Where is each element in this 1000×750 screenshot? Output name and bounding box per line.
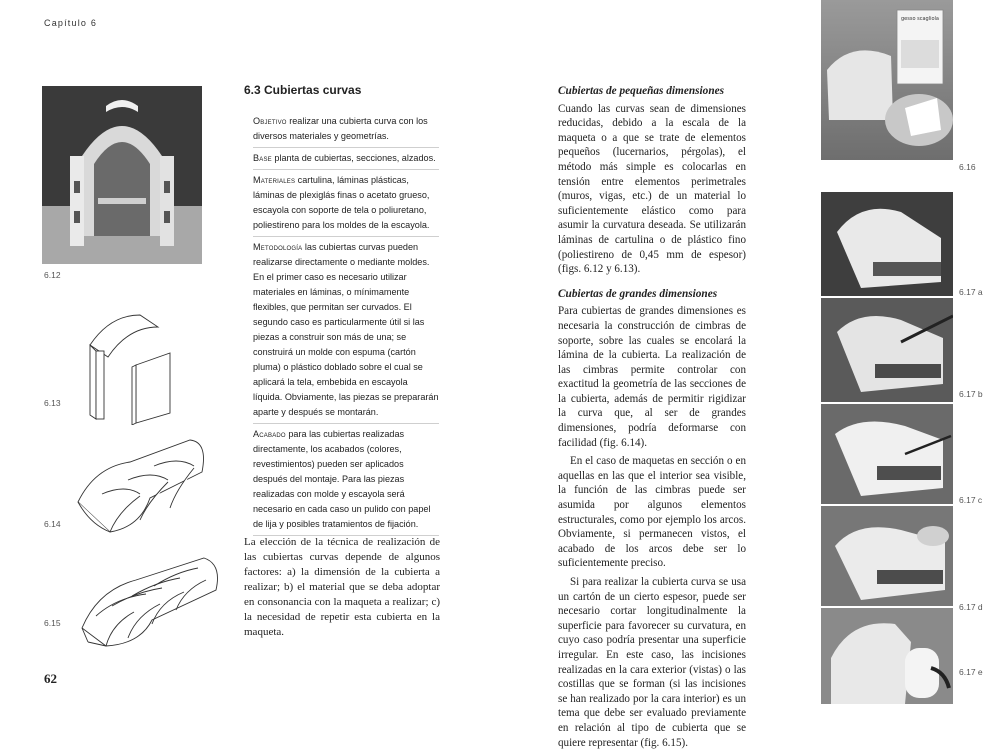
figure-6-17d-photo [821, 506, 953, 606]
figure-6-17e-photo [821, 608, 953, 704]
figure-label-6-17b: 6.17 b [959, 389, 983, 399]
chapter-header: Capítulo 6 [44, 18, 98, 28]
spec-text: las cubiertas curvas pueden realizarse directamente o mediante moldes. En el primer caso es necesario utilizar materiales en láminas, o mínimamente flexibles, que permitan ser curvados. El segundo caso es particularmente útil si las piezas a construir son más de una; se construirá un molde con espuma (cartón pluma) o plástico doblado sobre el cual se aplicará la tela, embebida en escayola líquida. Obviamente, las piezas se prepararán aparte y después se montarán. [253, 242, 439, 417]
spec-key: Base [253, 153, 272, 163]
figure-label-6-17a: 6.17 a [959, 287, 983, 297]
spec-text: para las cubiertas realizadas directamente, los acabados (colores, revestimientos) pueden ser aplicados después del montaje. Para las piezas realizadas con molde y escayola será necesario en cada caso un pulido con papel de lija y posibles tratamientos de fijación. [253, 429, 431, 529]
curved-roof-step-c [821, 404, 953, 504]
curved-roof-step-b [821, 298, 953, 402]
vaulted-model-illustration [42, 86, 202, 264]
paragraph: Si para realizar la cubierta curva se usa un cartón de un cierto espesor, puede ser necesario cortar longitudinalmente la superficie para favorecer su curvatura, en cuyo caso podría presentar una superficie irregular. En este caso, las incisiones realizadas en la cara exterior (vistas) o las costillas que se forman (si las incisiones se han realizado por la cara interior) es un tema que debe ser evaluado previamente en relación al tipo de cubierta que se quiere representar (fig. 6.15). [558, 576, 746, 749]
spec-key: Materiales [253, 175, 296, 185]
figure-label-6-15: 6.15 [44, 618, 61, 628]
paragraph: Para cubiertas de grandes dimensiones es necesaria la construcción de cimbras de soporte, sobre las cuales se encolará la lámina de la cubierta. La realización de las cimbras permite controlar con exactitud la geometría de las secciones de la cubierta, además de permitir rigidizar la curva que, al ser de grandes dimensiones, podría deformarse con facilidad (fig. 6.14). [558, 305, 746, 449]
figure-6-14-drawing [70, 432, 210, 542]
figure-6-17b-photo [821, 298, 953, 402]
right-text-column [558, 84, 746, 750]
paragraph: Cuando las curvas sean de dimensiones reducidas, debido a la escala de la maqueta o a que se trate de elementos pequeños (lucernarios, pérgolas), el método más simple es colocarlas en tensión entre elementos perimetrales (muros, vigas, etc.) de un material lo suficientemente elástico como para asumir la curvatura deseada. Se utilizarán láminas de cartulina o de plástico fino (poliestireno de 0,45 mm de espesor) (figs. 6.12 y 6.13). [558, 102, 746, 276]
box-brand-text: gesso scagliola [901, 16, 939, 22]
spec-objetivo [253, 114, 439, 148]
spec-acabado [253, 427, 439, 536]
subheading-small-roofs: Cubiertas de pequeñas dimensiones [558, 85, 725, 97]
figure-label-6-12: 6.12 [44, 270, 61, 280]
spec-base [253, 151, 439, 170]
section-spec-list [253, 114, 439, 539]
figure-6-17a-photo [821, 192, 953, 296]
curved-roof-step-a [821, 192, 953, 296]
section-intro: La elección de la técnica de realización de las cubiertas curvas depende de algunos factores: a) la dimensión de la cubierta a realizar; b) el material que se deba adoptar en consonancia con la maqueta a realizar; c) la necesidad de repetir esta cubierta en la maqueta. [244, 536, 440, 638]
figure-label-6-14: 6.14 [44, 519, 61, 529]
spec-text: realizar una cubierta curva con los diversos materiales y geometrías. [253, 116, 428, 141]
figure-label-6-17d: 6.17 d [959, 602, 983, 612]
plaster-box-illustration [821, 0, 953, 160]
paragraph: En el caso de maquetas en sección o en aquellas en las que el interior sea visible, la función de las cimbras puede ser asumida por algunos elementos estructurales, como por ejemplo los arcos. Obviamente, si permanecen vistos, el acabado de los arcos debe ser lo suficientemente preciso. [558, 455, 746, 570]
figure-6-15-drawing [76, 550, 226, 650]
figure-label-6-16: 6.16 [959, 162, 976, 172]
figure-label-6-17c: 6.17 c [959, 495, 983, 505]
spec-key: Metodología [253, 242, 303, 252]
figure-label-6-13: 6.13 [44, 398, 61, 408]
figure-6-12-photo [42, 86, 202, 264]
figure-6-17c-photo [821, 404, 953, 504]
section-title: 6.3 Cubiertas curvas [244, 83, 362, 97]
spec-text: cartulina, láminas plásticas, láminas de plexiglás finas o acetato grueso, escayola con soporte de tela o poliuretano, poliestireno para los moldes de la escayola. [253, 175, 430, 230]
spec-key: Acabado [253, 429, 286, 439]
curved-roof-step-d [821, 506, 953, 606]
subheading-large-roofs: Cubiertas de grandes dimensiones [558, 287, 718, 300]
figure-label-6-17e: 6.17 e [959, 667, 983, 677]
page-number: 62 [44, 671, 57, 686]
curved-roof-step-e [821, 608, 953, 704]
spec-key: Objetivo [253, 116, 287, 126]
spec-materiales [253, 173, 439, 237]
spec-text: planta de cubiertas, secciones, alzados. [271, 153, 436, 163]
figure-6-13-drawing [80, 305, 180, 425]
figure-6-16-photo [821, 0, 953, 160]
spec-metodologia [253, 240, 439, 424]
